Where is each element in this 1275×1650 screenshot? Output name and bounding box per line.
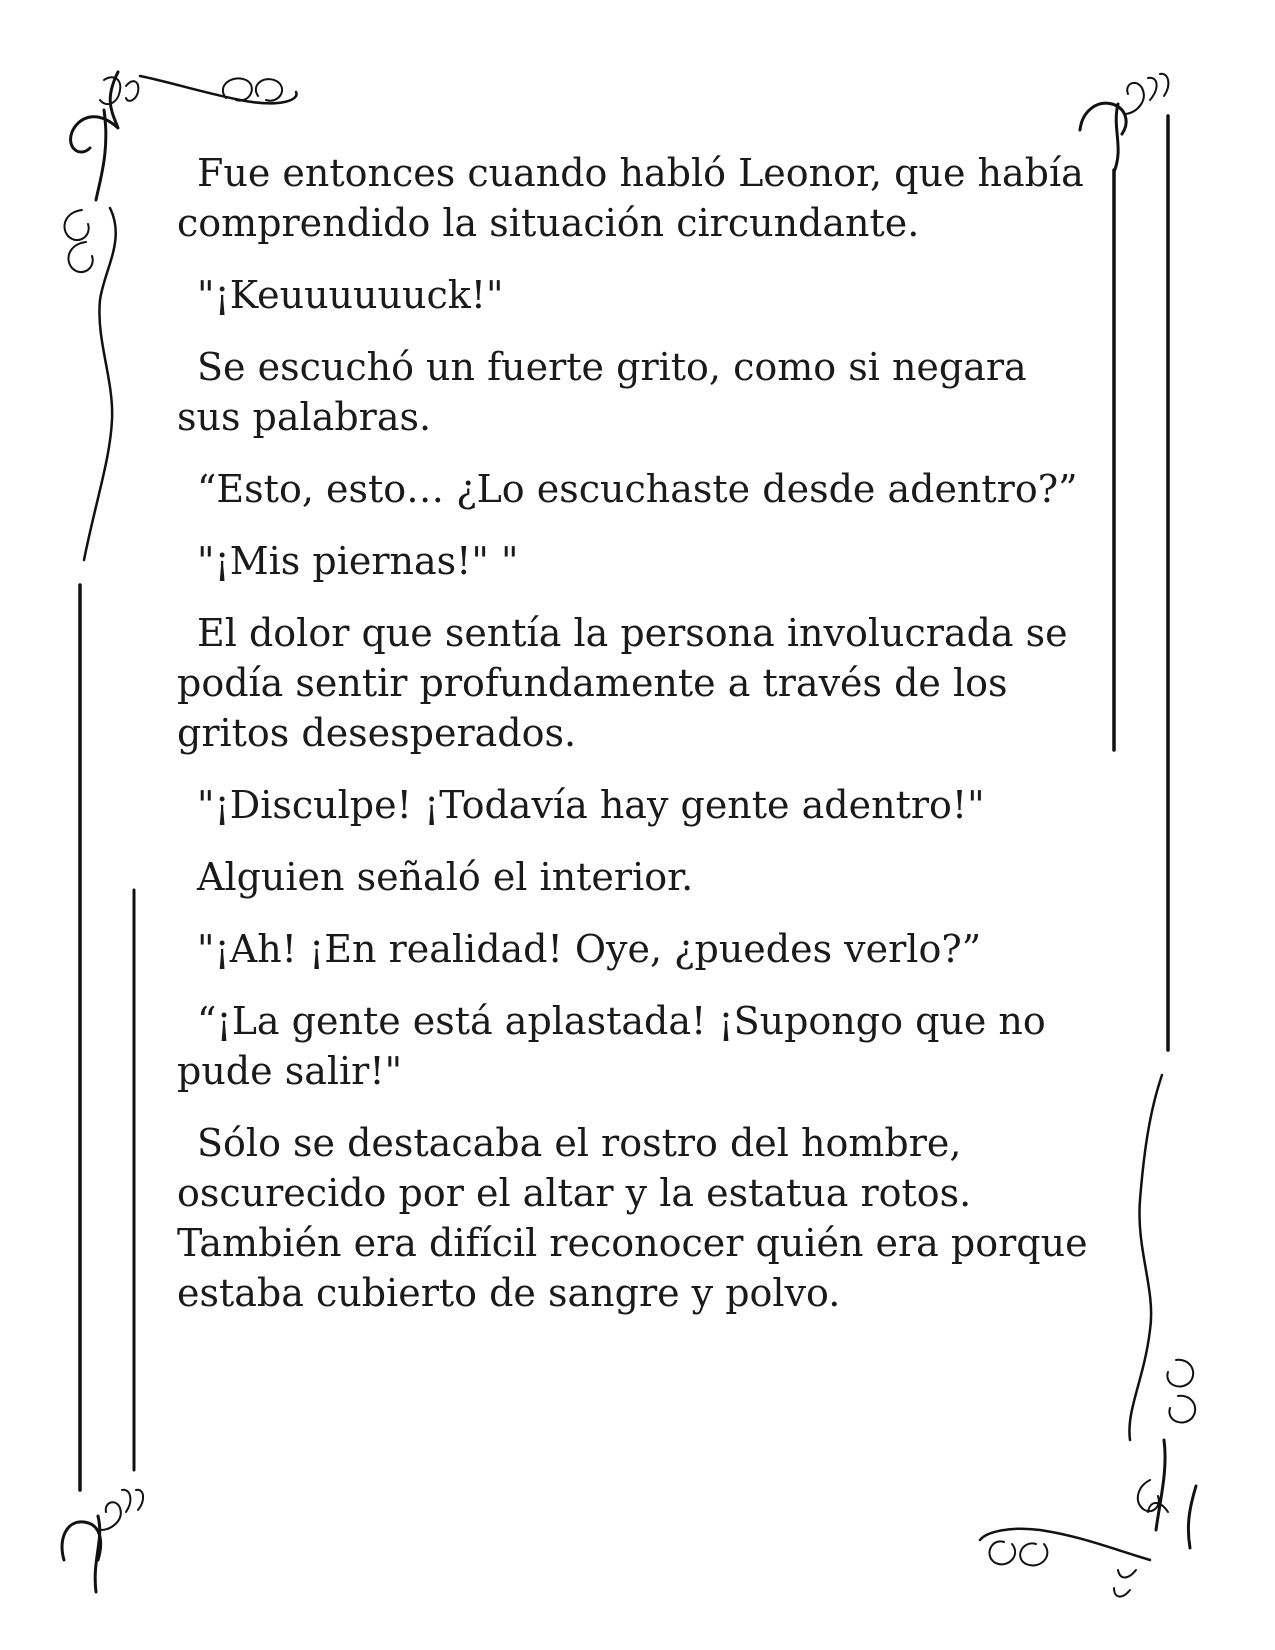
text-line: También era difícil reconocer quién era porque: [177, 1221, 1088, 1265]
text-line: "¡Mis piernas!" ": [197, 539, 519, 583]
text-line: sus palabras.: [177, 395, 432, 439]
text-line: Sólo se destacaba el rostro del hombre,: [197, 1121, 962, 1165]
bottom-left-flourish-icon: [62, 1490, 143, 1592]
paragraph: [177, 852, 1092, 902]
text-line: pude salir!": [177, 1049, 403, 1093]
paragraph: [177, 1118, 1092, 1318]
text-line: "¡Ah! ¡En realidad! Oye, ¿puedes verlo?”: [197, 927, 982, 971]
paragraph: [177, 996, 1092, 1096]
paragraph: [177, 342, 1092, 442]
paragraph: [177, 608, 1092, 758]
paragraph: [177, 270, 1092, 320]
text-line: oscurecido por el altar y la estatua rotos.: [177, 1171, 972, 1215]
text-line: Alguien señaló el interior.: [197, 855, 694, 899]
paragraph: [177, 536, 1092, 586]
text-line: podía sentir profundamente a través de los: [177, 661, 1008, 705]
text-line: “¡La gente está aplastada! ¡Supongo que no: [197, 999, 1046, 1043]
text-line: gritos desesperados.: [177, 711, 577, 755]
text-line: estaba cubierto de sangre y polvo.: [177, 1271, 841, 1315]
text-line: "¡Keuuuuuuck!": [197, 273, 504, 317]
text-line: Fue entonces cuando habló Leonor, que había: [197, 151, 1084, 195]
paragraph: [177, 464, 1092, 514]
text-line: Se escuchó un fuerte grito, como si negara: [197, 345, 1027, 389]
text-line: “Esto, esto… ¿Lo escuchaste desde adentro?”: [197, 467, 1078, 511]
text-line: "¡Disculpe! ¡Todavía hay gente adentro!": [197, 783, 985, 827]
paragraph: [177, 780, 1092, 830]
paragraph: [177, 148, 1092, 248]
paragraph: [177, 924, 1092, 974]
text-line: El dolor que sentía la persona involucrada se: [197, 611, 1068, 655]
top-right-flourish-icon: [1080, 74, 1168, 1050]
story-text: [177, 148, 1092, 1340]
text-line: comprendido la situación circundante.: [177, 201, 920, 245]
